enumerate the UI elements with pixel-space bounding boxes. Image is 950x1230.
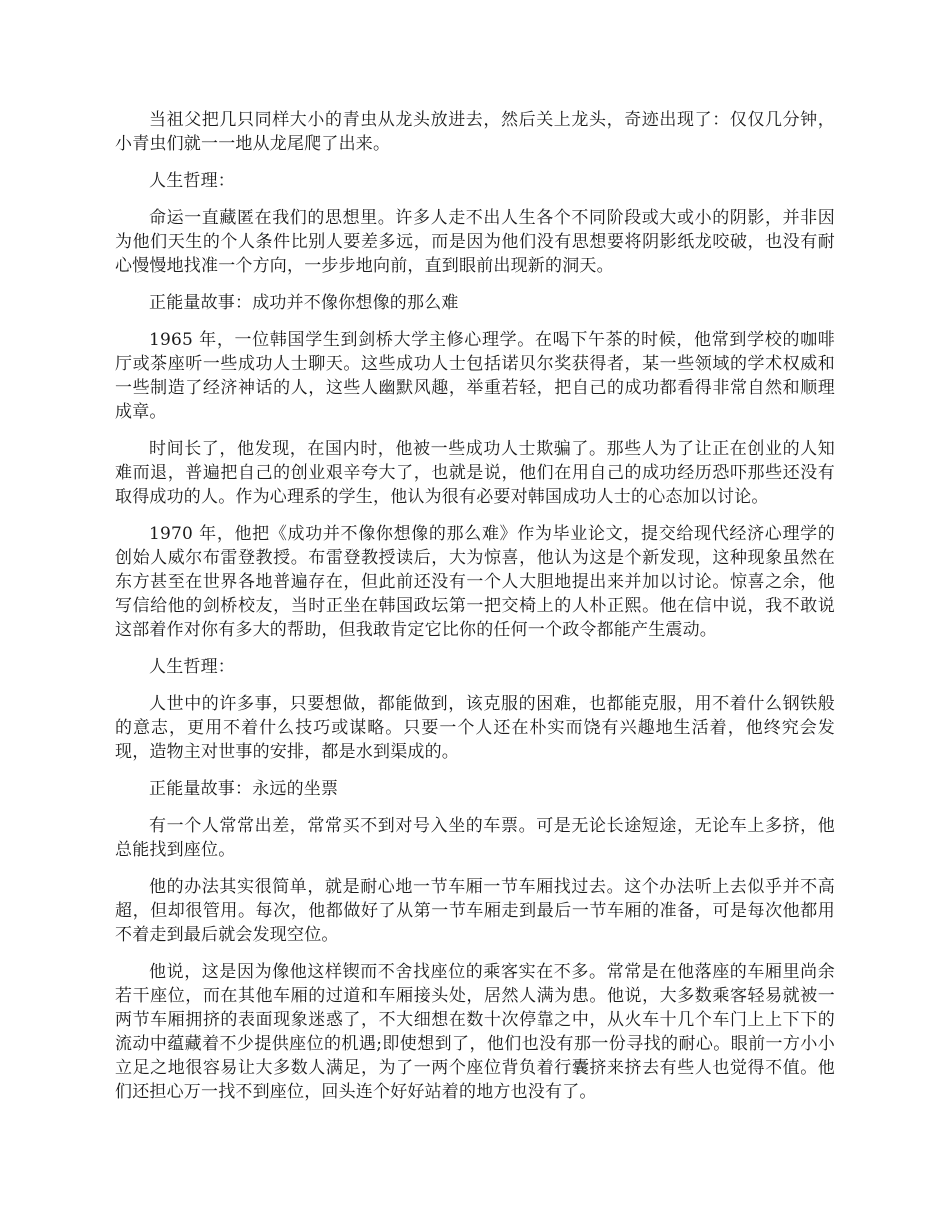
heading-story-success: 正能量故事：成功并不像你想像的那么难	[149, 293, 459, 313]
paragraph-seat-2: 他的办法其实很简单，就是耐心地一节车厢一节车厢找过去。这个办法听上去似乎并不高超，但却很管用。每次，他都做好了从第一节车厢走到最后一节车厢的准备，可是每次他都用不着走到最后就会发现空位。	[115, 877, 835, 945]
heading-story-seat: 正能量故事：永远的坐票	[149, 779, 339, 799]
paragraph-philosophy-2: 人世中的许多事，只要想做，都能做到，该克服的困难，也都能克服，用不着什么钢铁般的意志，更用不着什么技巧或谋略。只要一个人还在朴实而饶有兴趣地生活着，他终究会发现，造物主对世事的安排，都是水到渠成的。	[115, 694, 835, 762]
heading-life-philosophy-1: 人生哲理：	[149, 171, 235, 191]
paragraph-success-2: 时间长了，他发现，在国内时，他被一些成功人士欺骗了。那些人为了让正在创业的人知难而退，普遍把自己的创业艰辛夸大了，也就是说，他们在用自己的成功经历恐吓那些还没有取得成功的人。作为心理系的学生，他认为很有必要对韩国成功人士的心态加以讨论。	[115, 439, 835, 507]
paragraph-seat-3: 他说，这是因为像他这样锲而不舍找座位的乘客实在不多。常常是在他落座的车厢里尚余若干座位，而在其他车厢的过道和车厢接头处，居然人满为患。他说，大多数乘客轻易就被一两节车厢拥挤的表面现象迷惑了，不大细想在数十次停靠之中，从火车十几个车门上上下下的流动中蕴藏着不少提供座位的机遇;即使想到了，他们也没有那一份寻找的耐心。眼前一方小小立足之地很容易让大多数人满足，为了一两个座位背负着行囊挤来挤去有些人也觉得不值。他们还担心万一找不到座位，回头连个好好站着的地方也没有了。	[115, 962, 835, 1102]
paragraph-seat-1: 有一个人常常出差，常常买不到对号入坐的车票。可是无论长途短途，无论车上多挤，他总能找到座位。	[115, 816, 835, 860]
paragraph-success-3: 1970 年，他把《成功并不像你想像的那么难》作为毕业论文，提交给现代经济心理学的创始人威尔布雷登教授。布雷登教授读后，大为惊喜，他认为这是个新发现，这种现象虽然在东方甚至在世界各地普遍存在，但此前还没有一个人大胆地提出来并加以讨论。惊喜之余，他写信给他的剑桥校友，当时正坐在韩国政坛第一把交椅上的人朴正熙。他在信中说，我不敢说这部着作对你有多大的帮助，但我敢肯定它比你的任何一个政令都能产生震动。	[115, 524, 835, 640]
paragraph-success-1: 1965 年，一位韩国学生到剑桥大学主修心理学。在喝下午茶的时候，他常到学校的咖啡厅或茶座听一些成功人士聊天。这些成功人士包括诺贝尔奖获得者，某一些领域的学术权威和一些制造了经济神话的人，这些人幽默风趣，举重若轻，把自己的成功都看得非常自然和顺理成章。	[115, 330, 835, 422]
heading-life-philosophy-2: 人生哲理：	[149, 657, 235, 677]
paragraph-story-ending: 当祖父把几只同样大小的青虫从龙头放进去，然后关上龙头，奇迹出现了：仅仅几分钟，小青虫们就一一地从龙尾爬了出来。	[115, 110, 835, 154]
document-body	[115, 108, 835, 1117]
paragraph-philosophy-1: 命运一直藏匿在我们的思想里。许多人走不出人生各个不同阶段或大或小的阴影，并非因为他们天生的个人条件比别人要差多远，而是因为他们没有思想要将阴影纸龙咬破，也没有耐心慢慢地找准一个方向，一步步地向前，直到眼前出现新的洞天。	[115, 208, 835, 276]
